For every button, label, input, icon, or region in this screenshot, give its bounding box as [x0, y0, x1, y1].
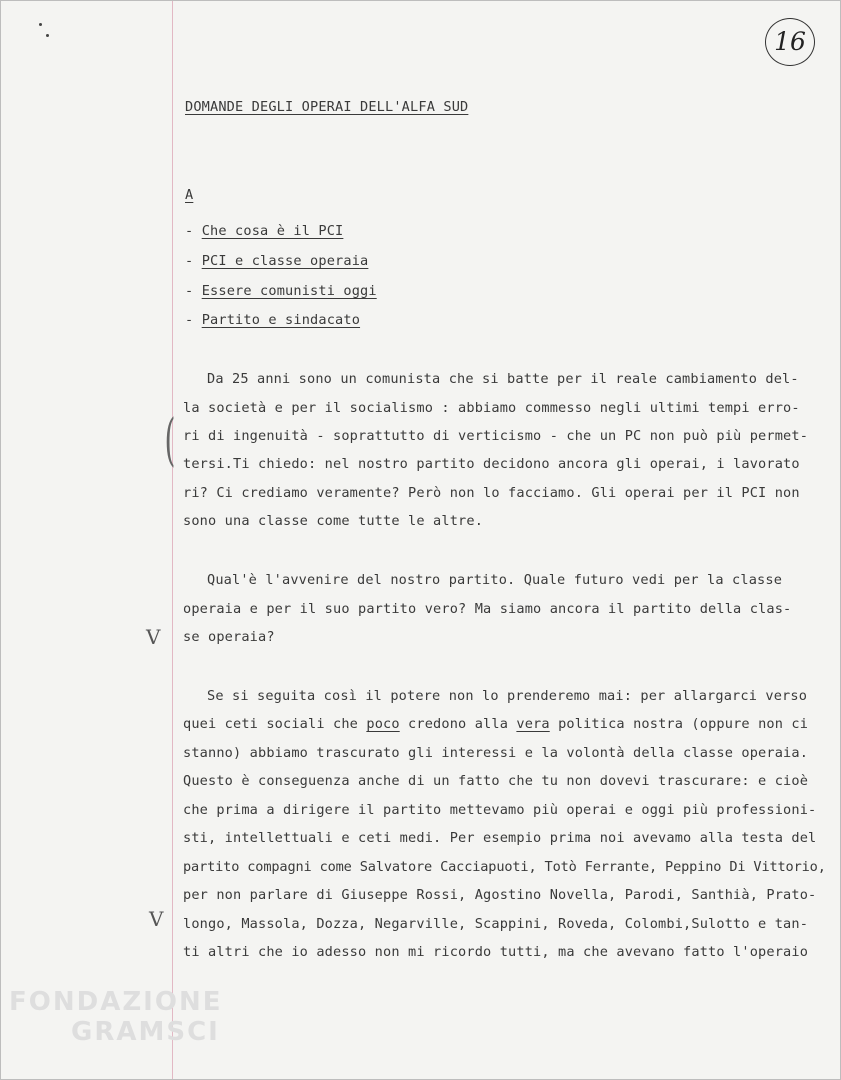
- paragraph2-line: Qual'è l'avvenire del nostro partito. Quale futuro vedi per la classe: [207, 572, 783, 588]
- list-bullet: -: [185, 253, 194, 269]
- paragraph2-line: se operaia?: [183, 629, 275, 645]
- paragraph3-line: ti altri che io adesso non mi ricordo tutti, ma che avevano fatto l'operaio: [183, 944, 809, 960]
- paragraph1-line: ri di ingenuità - soprattutto di verticismo - che un PC non può più permet-: [183, 428, 809, 444]
- list-item-text: Partito e sindacato: [201, 312, 361, 328]
- paragraph3-line: [183, 716, 808, 732]
- underlined-word: vera: [516, 716, 550, 732]
- paragraph1-line: ri? Ci crediamo veramente? Però non lo facciamo. Gli operai per il PCI non: [183, 485, 800, 501]
- text-run: quei ceti sociali che: [183, 716, 367, 732]
- list-item-text: Essere comunisti oggi: [201, 283, 377, 299]
- paragraph3-line: Se si seguita così il potere non lo prenderemo mai: per allargarci verso: [207, 688, 808, 704]
- list-item-text: PCI e classe operaia: [201, 253, 369, 269]
- paragraph1-line: sono una classe come tutte le altre.: [183, 513, 484, 529]
- list-bullet: -: [185, 312, 194, 328]
- paragraph3-line: partito compagni come Salvatore Cacciapuoti, Totò Ferrante, Peppino Di Vittorio,: [183, 859, 826, 875]
- watermark-line2: GRAMSCI: [71, 1017, 220, 1047]
- list-item: [185, 312, 360, 328]
- list-item: [185, 223, 343, 239]
- margin-check-mark: V: [146, 625, 161, 649]
- paragraph3-line: sti, intellettuali e ceti medi. Per esempio prima noi avevamo alla testa del: [183, 830, 817, 846]
- list-item-text: Che cosa è il PCI: [201, 223, 344, 239]
- text-run: politica nostra (oppure non ci: [549, 716, 809, 732]
- margin-rule: [172, 1, 173, 1079]
- document-title: DOMANDE DEGLI OPERAI DELL'ALFA SUD: [185, 99, 469, 115]
- paragraph2-line: operaia e per il suo partito vero? Ma siamo ancora il partito della clas-: [183, 601, 792, 617]
- list-item: [185, 283, 377, 299]
- watermark-line1: FONDAZIONE: [9, 987, 223, 1017]
- margin-bracket-mark: (: [164, 408, 176, 473]
- list-bullet: -: [185, 283, 194, 299]
- paragraph3-line: che prima a dirigere il partito mettevamo più operai e oggi più professioni-: [183, 802, 817, 818]
- text-run: credono alla: [399, 716, 517, 732]
- margin-check-mark: V: [149, 907, 164, 931]
- paragraph1-line: Da 25 anni sono un comunista che si batte per il reale cambiamento del-: [207, 371, 799, 387]
- scan-speck: [46, 34, 49, 37]
- list-bullet: -: [185, 223, 194, 239]
- section-letter: A: [185, 187, 194, 203]
- underlined-word: poco: [366, 716, 400, 732]
- scan-speck: [39, 23, 42, 26]
- paragraph3-line: per non parlare di Giuseppe Rossi, Agostino Novella, Parodi, Santhià, Prato-: [183, 887, 817, 903]
- list-item: [185, 253, 368, 269]
- page-number: 16: [765, 18, 815, 66]
- paragraph3-line: longo, Massola, Dozza, Negarville, Scappini, Roveda, Colombi,Sulotto e tan-: [183, 916, 809, 932]
- paragraph3-line: Questo è conseguenza anche di un fatto che tu non dovevi trascurare: e cioè: [183, 773, 809, 789]
- paragraph1-line: la società e per il socialismo : abbiamo commesso negli ultimi tempi erro-: [183, 400, 800, 416]
- paragraph3-line: stanno) abbiamo trascurato gli interessi e la volontà della classe operaia.: [183, 745, 809, 761]
- paragraph1-line: tersi.Ti chiedo: nel nostro partito decidono ancora gli operai, i lavorato: [183, 456, 800, 472]
